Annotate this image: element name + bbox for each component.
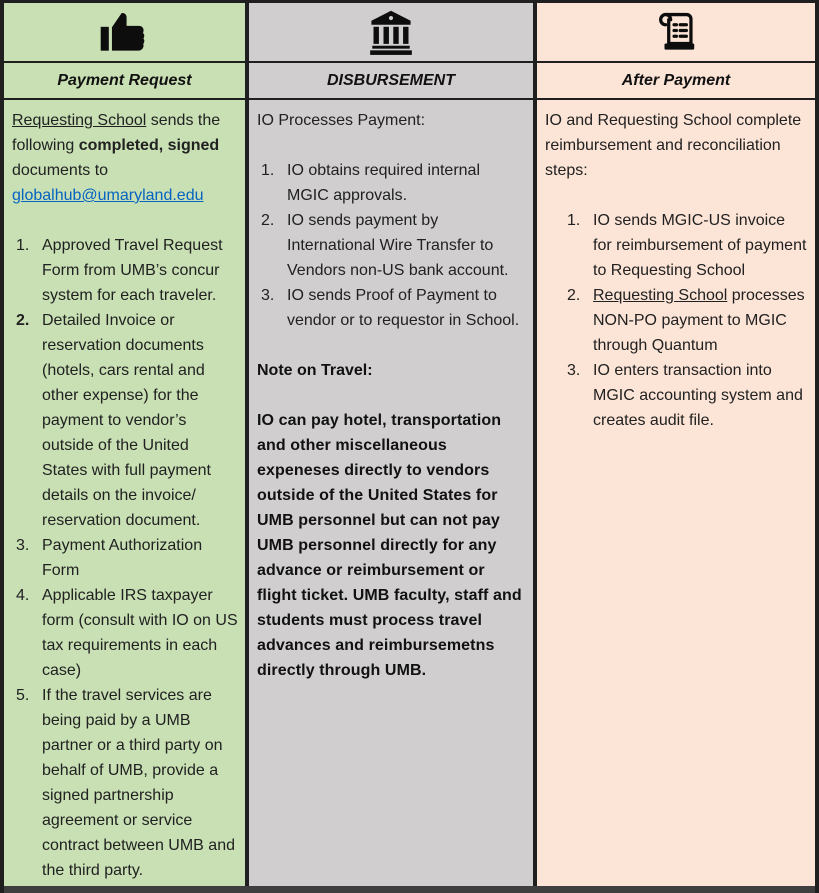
list-item xyxy=(12,308,240,533)
note-on-travel-heading: Note on Travel: xyxy=(257,362,373,379)
item-text xyxy=(593,283,810,358)
list-item xyxy=(257,158,528,208)
item-text: IO sends Proof of Payment to vendor or to requestor in School. xyxy=(287,287,520,329)
item-text: IO sends MGIC-US invoice for reimbursement of payment to Requesting School xyxy=(593,212,807,279)
list-item xyxy=(12,583,240,683)
table-columns xyxy=(4,3,815,886)
item-text: Payment Authorization Form xyxy=(42,537,203,579)
item-text: If the travel services are being paid by a UMB partner or a third party on behalf of UMB, provide a signed partnership agreement or service contract between UMB and the third party. xyxy=(42,687,235,879)
item-text: IO obtains required internal MGIC approvals. xyxy=(287,162,480,204)
column-disbursement xyxy=(249,3,537,886)
disbursement-body xyxy=(249,100,533,886)
payment-request-intro xyxy=(12,108,240,208)
list-item xyxy=(12,233,240,308)
after-payment-icon-cell xyxy=(537,3,815,63)
item-number: 1. xyxy=(16,237,30,254)
disbursement-title: DISBURSEMENT xyxy=(326,71,455,89)
item-number: 1. xyxy=(567,212,581,229)
globalhub-email-link[interactable]: globalhub@umaryland.edu xyxy=(12,187,204,204)
item-text: IO sends payment by International Wire Transfer to Vendors non-US bank account. xyxy=(287,212,509,279)
list-item xyxy=(257,208,528,283)
bank-icon xyxy=(366,9,416,55)
intro-text-2: documents to xyxy=(12,162,109,179)
item-number: 3. xyxy=(16,537,30,554)
after-payment-header xyxy=(537,63,815,100)
payment-request-body xyxy=(4,100,245,886)
intro-text: sends the following xyxy=(12,112,221,154)
disbursement-intro: IO Processes Payment: xyxy=(257,112,426,129)
item-number: 1. xyxy=(261,162,275,179)
column-after-payment xyxy=(537,3,815,886)
list-item xyxy=(257,283,528,333)
item-number: 2. xyxy=(261,212,275,229)
list-item xyxy=(545,283,810,358)
payment-request-icon-cell xyxy=(4,3,245,63)
item-text-rest: processes NON-PO payment to MGIC through Quantum xyxy=(593,287,805,354)
list-item xyxy=(545,208,810,283)
item-text: Approved Travel Request Form from UMB’s concur system for each traveler. xyxy=(42,237,223,304)
list-item xyxy=(545,358,810,433)
item-number: 2. xyxy=(16,312,30,329)
column-payment-request xyxy=(4,3,249,886)
after-payment-list xyxy=(545,208,810,433)
list-item xyxy=(12,533,240,583)
thumbs-up-icon xyxy=(98,10,152,54)
after-payment-intro: IO and Requesting School complete reimbursement and reconciliation steps: xyxy=(545,112,802,179)
item-text: Detailed Invoice or reservation documents (hotels, cars rental and other expense) for the payment to vendor’s outside of the United States with full payment details on the invoice/ reservation document. xyxy=(42,312,211,529)
after-payment-title: After Payment xyxy=(621,71,731,89)
item-number: 3. xyxy=(567,362,581,379)
payment-request-header xyxy=(4,63,245,100)
disbursement-header xyxy=(249,63,533,100)
completed-signed-bold: completed, signed xyxy=(78,137,220,154)
item-number: 5. xyxy=(16,687,30,704)
receipt-icon xyxy=(653,8,699,56)
item-number: 3. xyxy=(261,287,275,304)
item-text: IO enters transaction into MGIC accounting system and creates audit file. xyxy=(593,362,803,429)
item-number: 4. xyxy=(16,587,30,604)
list-item xyxy=(12,683,240,883)
payment-request-title: Payment Request xyxy=(57,71,192,89)
table-bottom-border xyxy=(4,886,815,893)
item-number: 2. xyxy=(567,287,581,304)
after-payment-body xyxy=(537,100,815,886)
note-on-travel-body: IO can pay hotel, transportation and other miscellaneous expeneses directly to vendors outside of the United States for UMB personnel but can not pay UMB personnel directly for any advance or reimbursement or flight ticket. UMB faculty, staff and students must process travel advances and reimbursemetns directly through UMB. xyxy=(257,412,522,679)
payment-request-list xyxy=(12,233,240,883)
requesting-school-underlined: Requesting School xyxy=(593,287,728,304)
item-text: Applicable IRS taxpayer form (consult with IO on US tax requirements in each case) xyxy=(42,587,238,679)
disbursement-list xyxy=(257,158,528,333)
disbursement-icon-cell xyxy=(249,3,533,63)
requesting-school-underlined: Requesting School xyxy=(12,112,147,129)
